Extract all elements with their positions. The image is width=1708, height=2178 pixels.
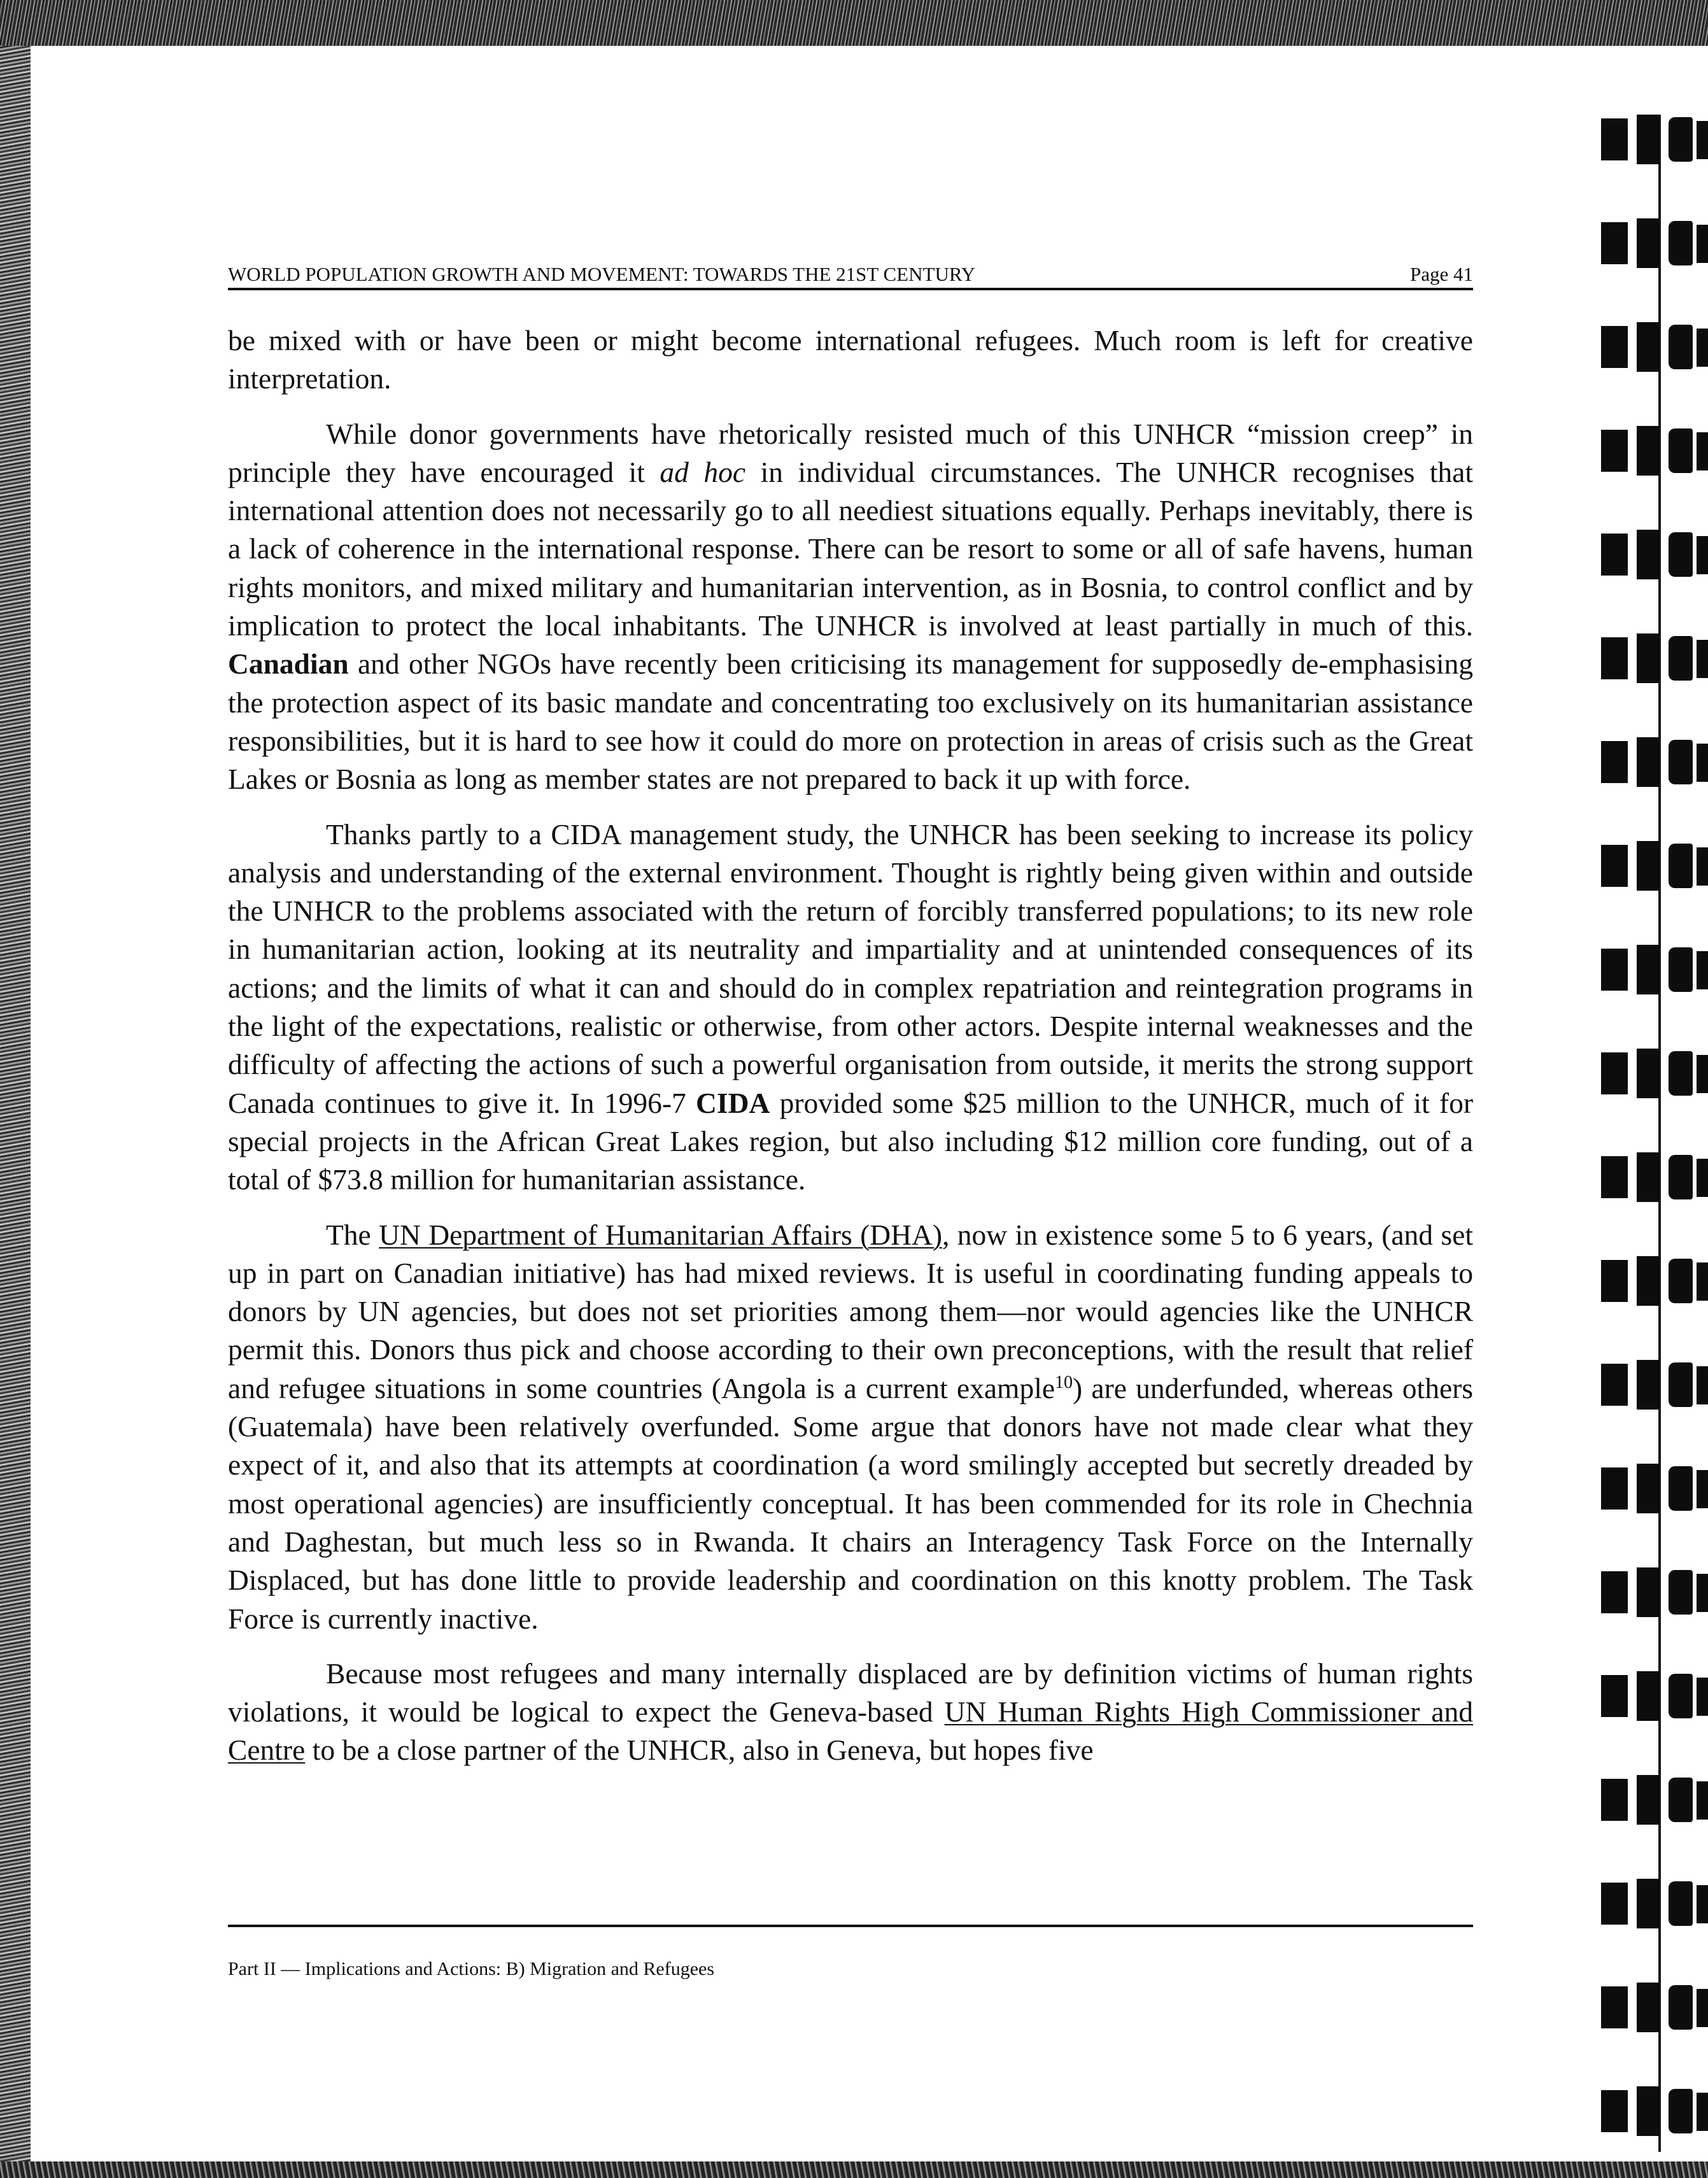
binding-ring xyxy=(1601,841,1708,891)
paragraph-4-text: The xyxy=(326,1218,379,1251)
paragraph-2-bold: Canadian xyxy=(228,647,349,681)
page-number: Page 41 xyxy=(1409,263,1473,285)
binding-ring xyxy=(1601,737,1708,787)
scan-border-bottom xyxy=(0,2161,1708,2178)
binding-ring xyxy=(1601,218,1708,268)
binding-ring xyxy=(1601,1152,1708,1202)
paragraph-2-text: and other NGOs have recently been criticising its management for supposedly de-emphasising the protection aspect of its basic mandate and concentrating too exclusively on its humanitarian assistance responsibilities, but it is hard to see how it could do more on protection in areas of crisis such as the Great Lakes or Bosnia as long as member states are not prepared to back it up with force. xyxy=(228,647,1473,796)
footnote-reference: 10 xyxy=(1055,1372,1073,1392)
paragraph-2-text: While donor governments have rhetorically resisted much of this UNHCR “mission creep” in principle they have encouraged it xyxy=(228,417,1473,488)
binding-ring xyxy=(1601,1256,1708,1306)
binding-ring xyxy=(1601,1671,1708,1721)
running-header xyxy=(228,261,1473,290)
paragraph-4-text: ) are underfunded, whereas others (Guatemala) have been relatively overfunded. Some argue that donors have not made clear what they expect of it, and also that its attempts at coordination (a word smilingly accepted but secretly dreaded by most operational agencies) are insufficiently conceptual. It has been commended for its role in Chechnia and Daghestan, but much less so in Rwanda. It chairs an Interagency Task Force on the Internally Displaced, but has done little to provide leadership and coordination on this knotty problem. The Task Force is currently inactive. xyxy=(228,1371,1473,1635)
binding-ring xyxy=(1601,322,1708,372)
paragraph-3 xyxy=(228,816,1473,1199)
scan-border-left xyxy=(0,0,31,2178)
paragraph-3-text: provided some $25 million to the UNHCR, much of it for special projects in the African Great Lakes region, but also including $12 million core funding, out of a total of $73.8 million for humanitarian assistance. xyxy=(228,1086,1473,1196)
paragraph-2-italic: ad hoc xyxy=(660,455,746,488)
paragraph-1: be mixed with or have been or might become international refugees. Much room is left for creative interpretation. xyxy=(228,324,1473,395)
spiral-binding xyxy=(1595,115,1708,2152)
binding-ring xyxy=(1601,1049,1708,1098)
binding-edge-line xyxy=(1658,115,1661,2152)
binding-ring xyxy=(1601,426,1708,476)
binding-ring xyxy=(1601,633,1708,683)
paragraph-3-text: Thanks partly to a CIDA management study, the UNHCR has been seeking to increase its policy analysis and understanding of the external environment. Thought is rightly being given within and outside the UNHCR to the problems associated with the return of forcibly transferred populations; to its new role in humanitarian action, looking at its neutrality and impartiality and at unintended consequences of its actions; and the limits of what it can and should do in complex repatriation and reintegration programs in the light of the expectations, realistic or otherwise, from other actors. Despite internal weaknesses and the difficulty of affecting the actions of such a powerful organisation from outside, it merits the strong support Canada continues to give it. In 1996-7 xyxy=(228,817,1473,1119)
paragraph-5-text: Because most refugees and many internally displaced are by definition victims of human rights violations, it would be logical to expect the Geneva-based xyxy=(228,1657,1473,1729)
binding-ring xyxy=(1601,1983,1708,2032)
binding-ring xyxy=(1601,1464,1708,1513)
paragraph-2 xyxy=(228,415,1473,799)
binding-ring xyxy=(1601,2086,1708,2136)
running-header-title: WORLD POPULATION GROWTH AND MOVEMENT: TOWARDS THE 21ST CENTURY xyxy=(228,263,976,285)
binding-ring xyxy=(1601,1775,1708,1825)
dha-underlined-text: UN Department of Humanitarian Affairs (DHA) xyxy=(379,1218,943,1251)
running-footer: Part II — Implications and Actions: B) Migration and Refugees xyxy=(228,1958,715,1979)
paragraph-5-text: to be a close partner of the UNHCR, also in Geneva, but hopes five xyxy=(305,1734,1094,1767)
binding-ring xyxy=(1601,945,1708,994)
human-rights-underlined-text: UN Human Rights High Commissioner and Centre xyxy=(228,1695,1473,1767)
binding-ring xyxy=(1601,1360,1708,1410)
paragraph-3-bold: CIDA xyxy=(696,1086,770,1119)
paragraph-2-text: in individual circumstances. The UNHCR recognises that international attention does not necessarily go to all neediest situations equally. Perhaps inevitably, there is a lack of coherence in the international response. There can be resort to some or all of safe havens, human rights monitors, and mixed military and humanitarian intervention, as in Bosnia, to control conflict and by implication to protect the local inhabitants. The UNHCR is involved at least partially in much of this. xyxy=(228,455,1474,642)
binding-ring xyxy=(1601,1567,1708,1617)
paragraph-4 xyxy=(228,1216,1473,1638)
binding-ring xyxy=(1601,1879,1708,1928)
footer-rule xyxy=(228,1925,1473,1927)
binding-ring xyxy=(1601,115,1708,164)
body-text xyxy=(228,322,1473,1786)
scan-border-top xyxy=(0,0,1708,46)
binding-ring xyxy=(1601,530,1708,579)
paragraph-5 xyxy=(228,1655,1473,1770)
paragraph-4-text: , now in existence some 5 to 6 years, (and set up in part on Canadian initiative) has had mixed reviews. It is useful in coordinating funding appeals to donors by UN agencies, but does not set priorities among them—nor would agencies like the UNHCR permit this. Donors thus pick and choose according to their own preconceptions, with the result that relief and refugee situations in some countries (Angola is a current example xyxy=(228,1218,1473,1404)
